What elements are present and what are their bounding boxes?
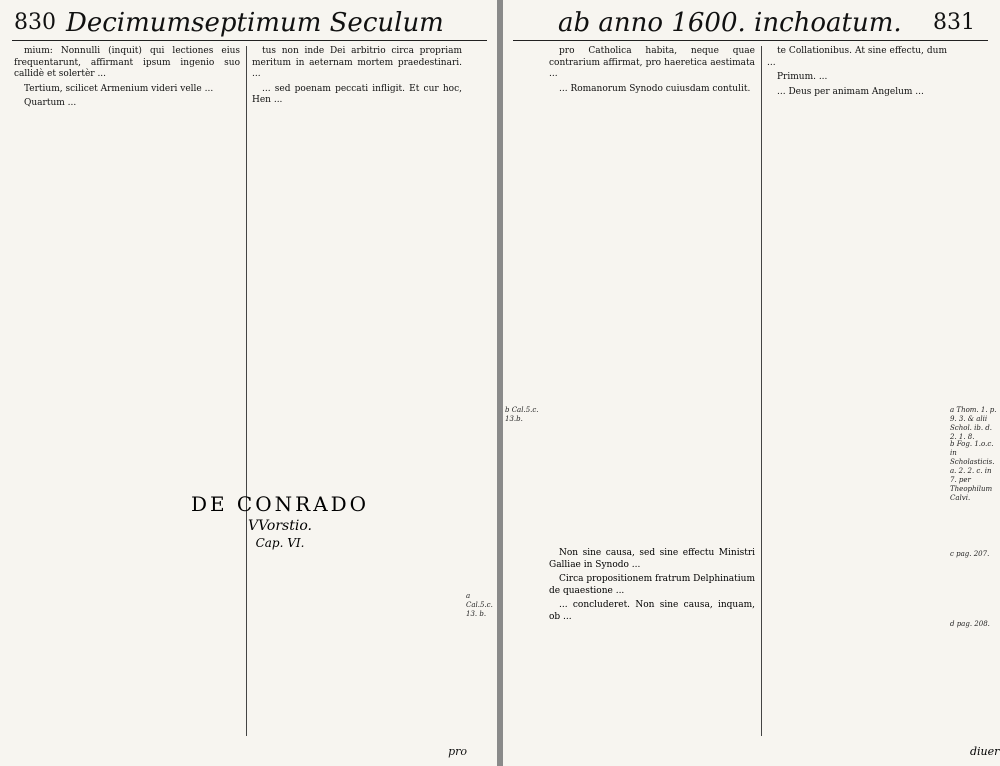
margin-note: b Cal.5.c. 13.b.: [505, 406, 539, 423]
paragraph: ... concluderet. Non sine causa, inquam, ob ...: [549, 600, 755, 622]
paragraph: Quartum ...: [24, 98, 77, 109]
column-2: [252, 46, 462, 746]
paragraph: Primum. ...: [777, 72, 828, 83]
catchword: pro: [448, 745, 467, 758]
paragraph: Tertium, scilicet Armenium videri velle ...: [24, 83, 214, 94]
column-1: [14, 46, 240, 746]
paragraph: Circa propositionem fratrum Delphinatium de quaestione ...: [549, 574, 755, 596]
paragraph: mium: Nonnulli (inquit) qui lectiones eius frequentarunt, affirmant ipsum ingenio suo callidè et solertèr ...: [14, 46, 240, 80]
section-body: [549, 548, 755, 758]
section-title: DE CONRADO: [190, 492, 370, 516]
paragraph: ... sed poenam peccati infligit. Et cur hoc, Hen ...: [252, 83, 462, 106]
section-subtitle: VVorstio.: [248, 518, 312, 534]
running-head: Decimumseptimum Seculum: [66, 8, 444, 38]
page-number: 831: [933, 10, 975, 35]
head-rule: [12, 40, 487, 41]
column-2: [767, 46, 947, 746]
section-heading: [70, 492, 490, 550]
column-1: [549, 46, 755, 486]
paragraph: pro Catholica habita, neque quae contrarium affirmat, pro haeretica aestimata ...: [549, 46, 755, 80]
margin-note: a Cal.5.c. 13. b.: [466, 592, 493, 618]
column-divider: [761, 46, 762, 736]
head-rule: [513, 40, 988, 41]
column-divider: [246, 46, 247, 736]
paragraph: ... Deus per animam Angelum ...: [777, 86, 924, 97]
catchword: diuer: [970, 745, 1000, 758]
margin-note: d pag. 208.: [950, 620, 990, 628]
paragraph: te Collationibus. At sine effectu, dum ...: [767, 46, 947, 68]
margin-note: c pag. 207.: [950, 550, 990, 558]
paragraph: ... Romanorum Synodo cuiusdam contulit.: [559, 83, 751, 94]
section-chapter: Cap. VI.: [255, 536, 305, 550]
paragraph: tus non inde Dei arbitrio circa propriam meritum in aeternam mortem praedestinari. ...: [252, 46, 462, 80]
running-head: ab anno 1600. inchoatum.: [558, 8, 902, 38]
margin-note: b Fog. 1.o.c. in Scholasticis. a. 2. 2. c. in 7. per Theophilum Calvi.: [950, 440, 995, 502]
paragraph: Non sine causa, sed sine effectu Ministri Galliae in Synodo ...: [549, 548, 755, 570]
left-page: [0, 0, 497, 766]
margin-note: a Thom. 1. p. 9. 3. & alii Schol. ib. d. 2. 1. 8.: [950, 406, 997, 441]
page-number: 830: [14, 10, 56, 35]
